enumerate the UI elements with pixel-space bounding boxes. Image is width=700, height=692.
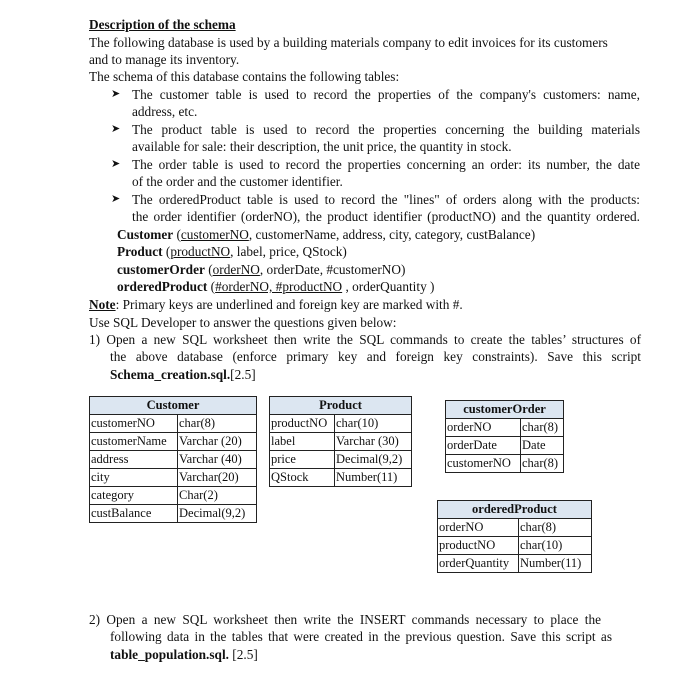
question-1-line-2: the above database (enforce primary key and foreign key constraints). Save this script [110, 349, 641, 364]
ordered-product-table [437, 500, 592, 573]
table-row: label Varchar (30) [270, 433, 412, 451]
note-line: Note: Primary keys are underlined and foreign key are marked with #. [89, 297, 463, 312]
table-row: customerName Varchar (20) [90, 433, 257, 451]
use-sql-line: Use SQL Developer to answer the questions given below: [89, 315, 397, 330]
intro-line-1: The following database is used by a building materials company to edit invoices for its customers [89, 35, 608, 50]
customer-table-title: Customer [90, 397, 257, 415]
bullet-arrow-icon: ➤ [111, 123, 121, 135]
bullet-arrow-icon: ➤ [111, 193, 121, 205]
intro-line-3: The schema of this database contains the following tables: [89, 69, 400, 84]
table-row: QStock Number(11) [270, 469, 412, 487]
bullet-1-line-2: address, etc. [132, 104, 198, 119]
schema-product: Product (productNO, label, price, QStock) [117, 244, 347, 259]
table-row: orderNO char(8) [438, 519, 592, 537]
customer-table [89, 396, 257, 523]
table-row: price Decimal(9,2) [270, 451, 412, 469]
customer-order-table [445, 400, 564, 473]
intro-line-2: and to manage its inventory. [89, 52, 240, 67]
bullet-4-line-2: the order identifier (orderNO), the product identifier (productNO) and the quantity ordered. [132, 209, 640, 224]
schema-customer: Customer (customerNO, customerName, address, city, category, custBalance) [117, 227, 536, 242]
table-row: category Char(2) [90, 487, 257, 505]
table-row: address Varchar (40) [90, 451, 257, 469]
bullet-2-line-2: available for sale: their description, the unit price, the quantity in stock. [132, 139, 512, 154]
table-row: customerNO char(8) [446, 455, 564, 473]
bullet-1-line-1: The customer table is used to record the properties of the company's customers: name, [132, 87, 640, 102]
bullet-2-line-1: The product table is used to record the properties concerning the building materials [132, 122, 640, 137]
table-row: orderDate Date [446, 437, 564, 455]
table-row: orderNO char(8) [446, 419, 564, 437]
table-row: orderQuantity Number(11) [438, 555, 592, 573]
question-2-line-2: following data in the tables that were created in the previous question. Save this script as [110, 629, 612, 644]
schema-customer-order: customerOrder (orderNO, orderDate, #customerNO) [117, 262, 406, 277]
bullet-3-line-1: The order table is used to record the properties concerning an order: its number, the date [132, 157, 640, 172]
customer-order-table-title: customerOrder [446, 401, 564, 419]
bullet-arrow-icon: ➤ [111, 158, 121, 170]
section-heading: Description of the schema [89, 17, 236, 32]
bullet-3-line-2: of the order and the customer identifier. [132, 174, 343, 189]
question-2-line-1: 2) Open a new SQL worksheet then write the INSERT commands necessary to place the [89, 612, 601, 627]
schema-ordered-product: orderedProduct (#orderNO, #productNO , orderQuantity ) [117, 279, 435, 294]
table-row: productNO char(10) [270, 415, 412, 433]
question-1-line-3: Schema_creation.sql.[2.5] [110, 367, 256, 382]
table-row: customerNO char(8) [90, 415, 257, 433]
bullet-4-line-1: The orderedProduct table is used to record the "lines" of orders along with the products: [132, 192, 640, 207]
table-row: productNO char(10) [438, 537, 592, 555]
product-table [269, 396, 412, 487]
product-table-title: Product [270, 397, 412, 415]
question-2-line-3: table_population.sql. [2.5] [110, 647, 258, 662]
bullet-arrow-icon: ➤ [111, 88, 121, 100]
ordered-product-table-title: orderedProduct [438, 501, 592, 519]
table-row: city Varchar(20) [90, 469, 257, 487]
table-row: custBalance Decimal(9,2) [90, 505, 257, 523]
question-1-line-1: 1) Open a new SQL worksheet then write the SQL commands to create the tables’ structures of [89, 332, 641, 347]
